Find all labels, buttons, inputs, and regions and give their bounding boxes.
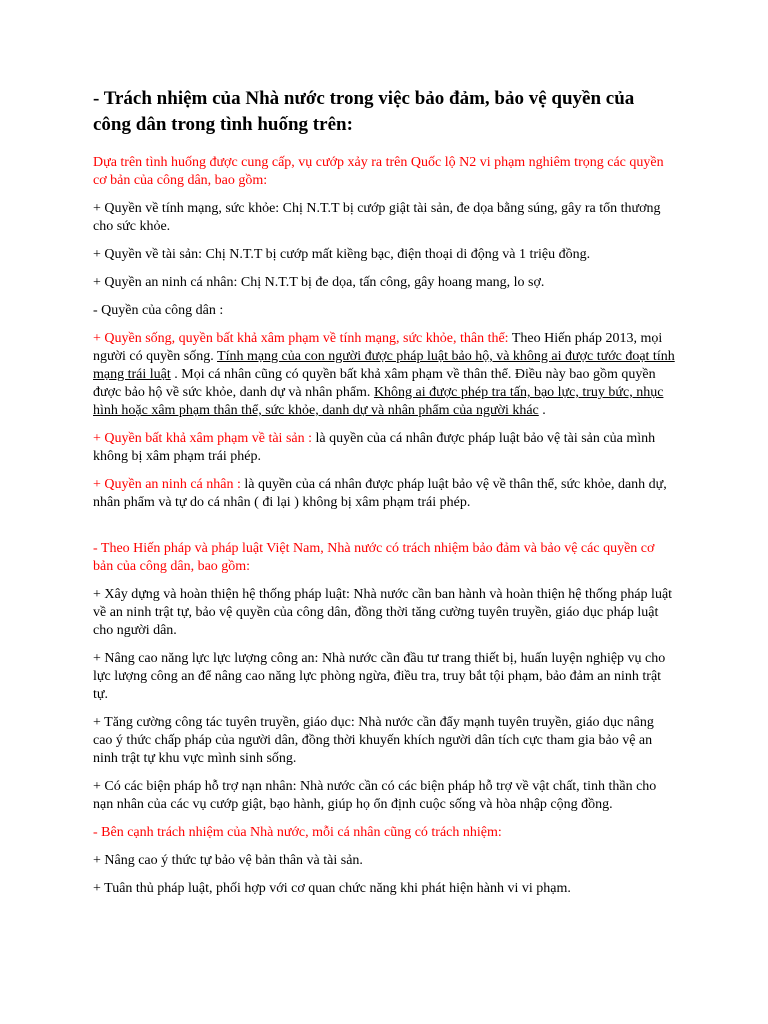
- individual-duty-law: + Tuân thủ pháp luật, phối hợp với cơ quan chức năng khi phát hiện hành vi vi phạm.: [93, 881, 571, 896]
- state-duty-police: + Nâng cao năng lực lực lượng công an: Nhà nước cần đầu tư trang thiết bị, huấn luyện nghiệp vụ cho lực lượng công an để nâng cao năng lực phòng ngừa, điều tra, truy bắt tội phạm, bảo đảm an ninh trật tự.: [93, 651, 666, 702]
- rights-label: - Quyền của công dân :: [93, 303, 224, 318]
- right-property-text: là quyền của cá nhân được pháp luật bảo vệ tài sản của mình không bị xâm phạm trái phép.: [93, 431, 656, 464]
- section-heading: - Trách nhiệm của Nhà nước trong việc bảo đảm, bảo vệ quyền của công dân trong tình huống trên:: [93, 88, 635, 135]
- right-life-text1: Theo Hiến pháp 2013, mọi người có quyền sống.: [93, 331, 663, 364]
- individual-duty-selfprotect: + Nâng cao ý thức tự bảo vệ bản thân và tài sản.: [93, 853, 363, 868]
- right-security-label: + Quyền an ninh cá nhân :: [93, 477, 241, 492]
- right-life-text3: .: [538, 403, 546, 418]
- intro-paragraph: Dựa trên tình huống được cung cấp, vụ cướp xảy ra trên Quốc lộ N2 vi phạm nghiêm trọng các quyền cơ bản của công dân, bao gồm:: [93, 155, 664, 188]
- right-life-label: + Quyền sống, quyền bất khả xâm phạm về tính mạng, sức khỏe, thân thể:: [93, 331, 509, 346]
- right-life-underline1: Tính mạng của con người được pháp luật bảo hộ, và không ai được tước đoạt tính mạng trái luật: [93, 349, 675, 382]
- state-duty-victim-support: + Có các biện pháp hỗ trợ nạn nhân: Nhà nước cần có các biện pháp hỗ trợ về vật chất, tinh thần cho nạn nhân của các vụ cướp giật, bạo hành, giúp họ ổn định cuộc sống và hòa nhập cộng đồng.: [93, 779, 657, 812]
- state-duty-legislation: + Xây dựng và hoàn thiện hệ thống pháp luật: Nhà nước cần ban hành và hoàn thiện hệ thống pháp luật về an ninh trật tự, bảo vệ quyền của công dân, đồng thời tăng cường tuyên truyền, giáo dục pháp luật cho người dân.: [93, 587, 673, 638]
- state-duty-education: + Tăng cường công tác tuyên truyền, giáo dục: Nhà nước cần đẩy mạnh tuyên truyền, giáo dục nâng cao ý thức chấp pháp của người dân, đồng thời khuyến khích người dân tích cực tham gia bảo vệ an ninh trật tự khu vực mình sinh sống.: [93, 715, 654, 766]
- right-security-paragraph: [93, 476, 676, 512]
- right-life-text2: . Mọi cá nhân cũng có quyền bất khả xâm phạm về thân thể. Điều này bao gồm quyền được bảo hộ về sức khỏe, danh dự và nhân phẩm.: [93, 367, 656, 400]
- individual-intro: - Bên cạnh trách nhiệm của Nhà nước, mỗi cá nhân cũng có trách nhiệm:: [93, 825, 502, 840]
- right-security-text: là quyền của cá nhân được pháp luật bảo vệ về thân thể, sức khỏe, danh dự, nhân phẩm và tự do cá nhân ( đi lại ) không bị xâm phạm trái phép.: [93, 477, 667, 510]
- right-property-label: + Quyền bất khả xâm phạm về tài sản :: [93, 431, 313, 446]
- blank-line: [93, 522, 676, 540]
- violation-life: + Quyền về tính mạng, sức khỏe: Chị N.T.T bị cướp giật tài sản, đe dọa bằng súng, gây ra tổn thương cho sức khỏe.: [93, 201, 661, 234]
- right-life-underline2: Không ai được phép tra tấn, bạo lực, truy bức, nhục hình hoặc xâm phạm thân thể, sức khỏe, danh dự và nhân phẩm của người khác: [93, 385, 664, 418]
- right-life-paragraph: [93, 330, 676, 420]
- state-intro: - Theo Hiến pháp và pháp luật Việt Nam, Nhà nước có trách nhiệm bảo đảm và bảo vệ các quyền cơ bản của công dân, bao gồm:: [93, 541, 655, 574]
- violation-property: + Quyền về tài sản: Chị N.T.T bị cướp mất kiềng bạc, điện thoại di động và 1 triệu đồng.: [93, 247, 591, 262]
- violation-security: + Quyền an ninh cá nhân: Chị N.T.T bị đe dọa, tấn công, gây hoang mang, lo sợ.: [93, 275, 545, 290]
- right-property-paragraph: [93, 430, 676, 466]
